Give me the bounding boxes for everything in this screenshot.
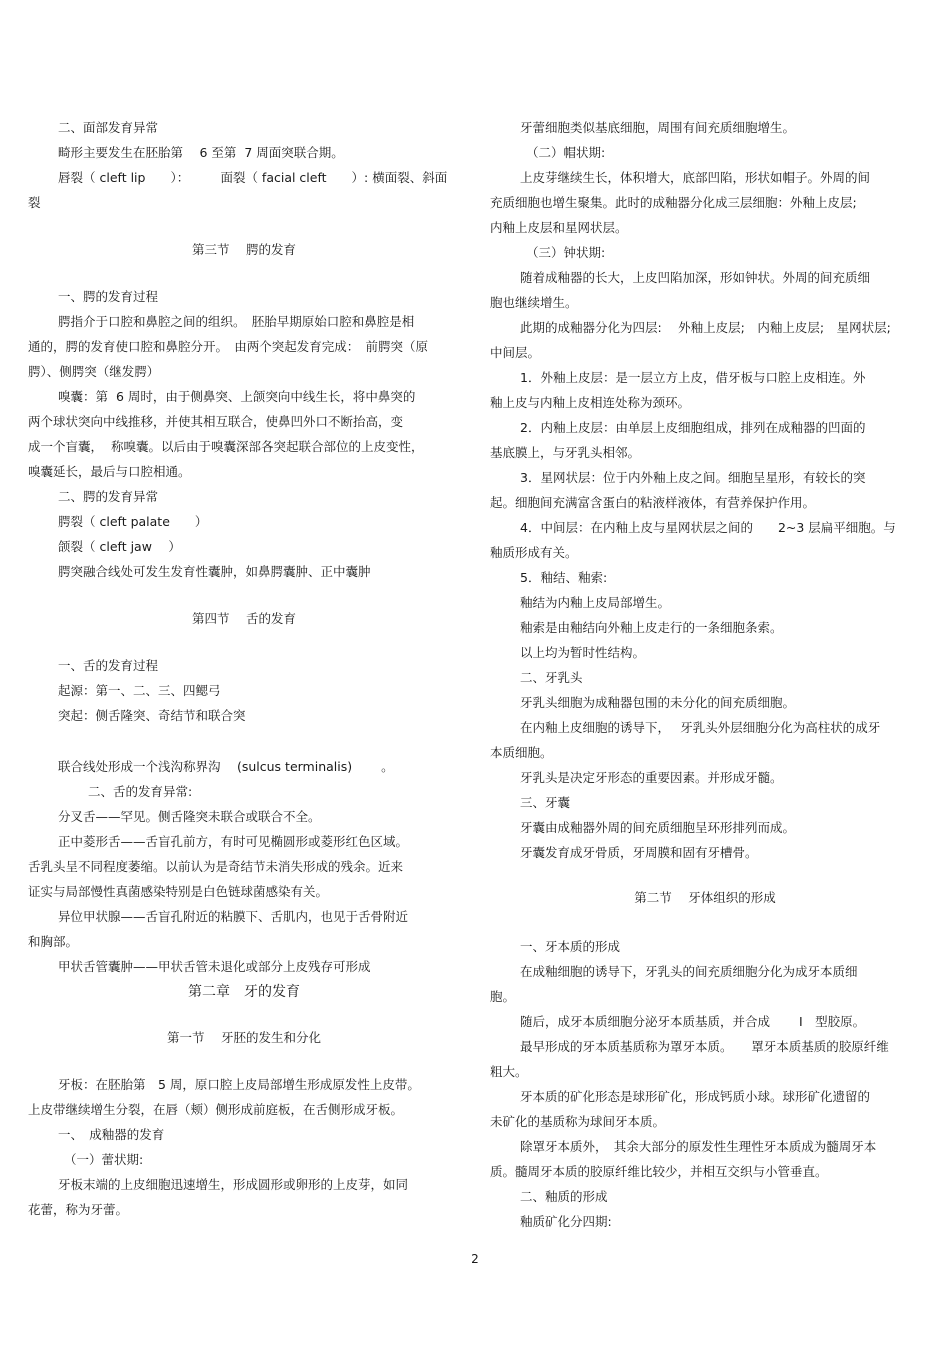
text-line: 以上均为暂时性结构。 — [520, 645, 646, 660]
text-line: 随着成釉器的长大，上皮凹陷加深，形如钟状。外周的间充质细 — [520, 270, 871, 285]
text-line: 牙本质的矿化形态是球形矿化，形成钙质小球。球形矿化遗留的 — [520, 1089, 871, 1104]
text-line: 牙板：在胚胎第 5 周，原口腔上皮局部增生形成原发性上皮带。 — [58, 1077, 420, 1092]
text-line: 牙乳头是决定牙形态的重要因素。并形成牙髓。 — [520, 770, 783, 785]
heading-bud-stage: （一）蕾状期: — [64, 1152, 144, 1167]
text-line: 畸形主要发生在胚胎第 6 至第 7 周面突联合期。 — [58, 145, 344, 160]
heading-enamel-organ: 一、 成釉器的发育 — [58, 1127, 165, 1142]
section-title-tooth-germ: 第一节 牙胚的发生和分化 — [167, 1030, 321, 1045]
text-line: 嗅囊延长，最后与口腔相通。 — [28, 464, 191, 479]
heading-dental-follicle: 三、牙囊 — [520, 795, 571, 810]
text-line: 釉索是由釉结向外釉上皮走行的一条细胞条索。 — [520, 620, 783, 635]
page-number: 2 — [471, 1252, 479, 1266]
text-line: 除罩牙本质外， 其余大部分的原发性生理性牙本质成为髓周牙本 — [520, 1139, 877, 1154]
text-line: 釉质矿化分四期: — [520, 1214, 612, 1229]
text-line: 成一个盲囊， 称嗅囊。以后由于嗅囊深部各突起联合部位的上皮变性， — [28, 439, 424, 454]
text-line: 1．外釉上皮层：是一层立方上皮，借牙板与口腔上皮相连。外 — [520, 370, 866, 385]
text-line: 内釉上皮层和星网状层。 — [490, 220, 628, 235]
text-line: 釉上皮与内釉上皮相连处称为颈环。 — [490, 395, 691, 410]
heading-dental-papilla: 二、牙乳头 — [520, 670, 583, 685]
text-line: 腭裂（ cleft palate ） — [58, 514, 208, 529]
text-line: 证实与局部慢性真菌感染特别是白色链球菌感染有关。 — [28, 884, 329, 899]
text-line: 起源：第一、二、三、四鳃弓 — [58, 683, 221, 698]
text-line: 上皮芽继续生长，体积增大，底部凹陷，形状如帽子。外周的间 — [520, 170, 871, 185]
section-title-tongue: 第四节 舌的发育 — [192, 611, 296, 626]
text-line: 充质细胞也增生聚集。此时的成釉器分化成三层细胞：外釉上皮层; — [490, 195, 857, 210]
text-line: 在内釉上皮细胞的诱导下， 牙乳头外层细胞分化为高柱状的成牙 — [520, 720, 881, 735]
text-line: 粗大。 — [490, 1064, 528, 1079]
heading-palate-anomalies: 二、腭的发育异常 — [58, 489, 159, 504]
heading-cap-stage: （二）帽状期: — [526, 145, 606, 160]
text-line: 胞。 — [490, 989, 516, 1004]
text-line: 腭指介于口腔和鼻腔之间的组织。 胚胎早期原始口腔和鼻腔是相 — [58, 314, 415, 329]
text-line: 此期的成釉器分化为四层: 外釉上皮层; 内釉上皮层; 星网状层; — [520, 320, 891, 335]
text-line: 腭）、侧腭突（继发腭） — [28, 364, 160, 379]
text-line: 牙囊由成釉器外周的间充质细胞呈环形排列而成。 — [520, 820, 796, 835]
section-title-palate: 第三节 腭的发育 — [192, 242, 296, 257]
text-line: 唇裂（ cleft lip ）： 面裂（ facial cleft ）: 横面裂、斜面 — [58, 170, 448, 185]
text-line: 牙囊发育成牙骨质，牙周膜和固有牙槽骨。 — [520, 845, 758, 860]
text-line: 3．星网状层：位于内外釉上皮之间。细胞呈星形，有较长的突 — [520, 470, 866, 485]
text-line: 分叉舌——罕见。侧舌隆突未联合或联合不全。 — [58, 809, 321, 824]
section-title-tissue-formation: 第二节 牙体组织的形成 — [634, 890, 776, 905]
text-line: 釉结为内釉上皮局部增生。 — [520, 595, 671, 610]
text-line: 釉质形成有关。 — [490, 545, 578, 560]
text-line: 随后，成牙本质细胞分泌牙本质基质，并合成 I 型胶原。 — [520, 1014, 866, 1029]
text-line: 中间层。 — [490, 345, 541, 360]
text-line: 本质细胞。 — [490, 745, 553, 760]
text-line: 牙板末端的上皮细胞迅速增生，形成圆形或卵形的上皮芽，如同 — [58, 1177, 409, 1192]
text-line: 联合线处形成一个浅沟称界沟 (sulcus terminalis) 。 — [58, 759, 394, 774]
heading-dentin-formation: 一、牙本质的形成 — [520, 939, 621, 954]
heading-bell-stage: （三）钟状期: — [526, 245, 606, 260]
text-line: 2．内釉上皮层：由单层上皮细胞组成，排列在成釉器的凹面的 — [520, 420, 866, 435]
text-line: 质。髓周牙本质的胶原纤维比较少，并相互交织与小管垂直。 — [490, 1164, 828, 1179]
text-line: 和胸部。 — [28, 934, 79, 949]
text-line: 腭突融合线处可发生发育性囊肿，如鼻腭囊肿、正中囊肿 — [58, 564, 371, 579]
text-line: 4．中间层：在内釉上皮与星网状层之间的 2~3 层扁平细胞。与 — [520, 520, 896, 535]
text-line: 牙蕾细胞类似基底细胞，周围有间充质细胞增生。 — [520, 120, 796, 135]
text-line: 起。细胞间充满富含蛋白的粘液样液体，有营养保护作用。 — [490, 495, 816, 510]
text-line: 上皮带继续增生分裂，在唇（颊）侧形成前庭板，在舌侧形成牙板。 — [28, 1102, 404, 1117]
text-line: 胞也继续增生。 — [490, 295, 578, 310]
text-line: 基底膜上，与牙乳头相邻。 — [490, 445, 641, 460]
heading-palate-process: 一、腭的发育过程 — [58, 289, 159, 304]
text-line: 异位甲状腺——舌盲孔附近的粘膜下、舌肌内，也见于舌骨附近 — [58, 909, 409, 924]
text-line: 颌裂（ cleft jaw ） — [58, 539, 181, 554]
text-line: 未矿化的基质称为球间牙本质。 — [490, 1114, 666, 1129]
text-line: 牙乳头细胞为成釉器包围的未分化的间充质细胞。 — [520, 695, 796, 710]
text-line: 两个球状突向中线推移，并使其相互联合，使鼻凹外口不断抬高，变 — [28, 414, 404, 429]
heading-tongue-anomalies: 二、舌的发育异常: — [88, 784, 193, 799]
text-line: 突起：侧舌隆突、奇结节和联合突 — [58, 708, 246, 723]
heading-tongue-process: 一、舌的发育过程 — [58, 658, 159, 673]
heading-facial-anomalies: 二、面部发育异常 — [58, 120, 159, 135]
heading-enamel-formation: 二、釉质的形成 — [520, 1189, 608, 1204]
text-line: 5．釉结、釉索: — [520, 570, 608, 585]
text-line: 嗅囊：第 6 周时，由于侧鼻突、上颌突向中线生长，将中鼻突的 — [58, 389, 416, 404]
text-line: 在成釉细胞的诱导下，牙乳头的间充质细胞分化为成牙本质细 — [520, 964, 858, 979]
text-line: 甲状舌管囊肿——甲状舌管未退化或部分上皮残存可形成 — [58, 959, 371, 974]
chapter-title: 第二章 牙的发育 — [188, 984, 300, 1000]
text-line: 最早形成的牙本质基质称为罩牙本质。 罩牙本质基质的胶原纤维 — [520, 1039, 889, 1054]
text-line: 舌乳头呈不同程度萎缩。以前认为是奇结节未消失形成的残余。近来 — [28, 859, 404, 874]
text-line: 正中菱形舌——舌盲孔前方，有时可见椭圆形或菱形红色区域。 — [58, 834, 409, 849]
text-line: 花蕾，称为牙蕾。 — [28, 1202, 129, 1217]
text-line: 裂 — [28, 195, 41, 210]
text-line: 通的，腭的发育使口腔和鼻腔分开。 由两个突起发育完成： 前腭突（原 — [28, 339, 429, 354]
